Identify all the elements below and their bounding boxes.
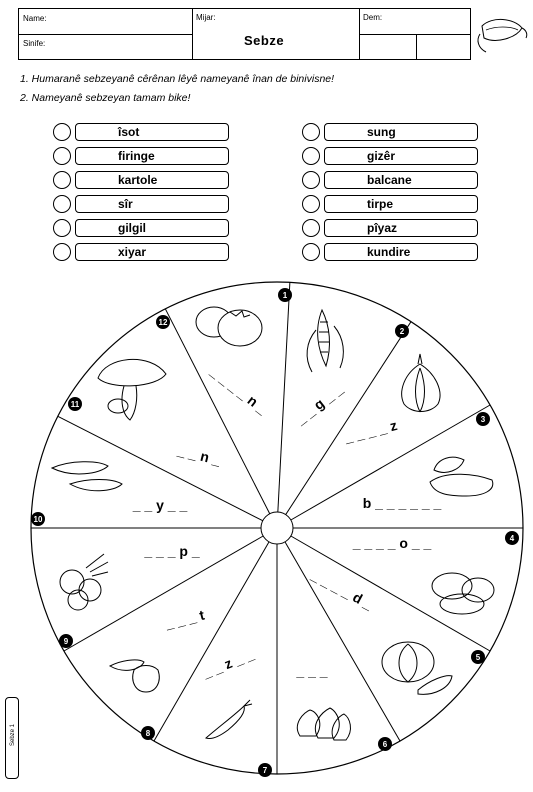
fill-in-blank[interactable]: _ _ n _ <box>176 442 223 469</box>
segment-number: 8 <box>145 729 151 738</box>
class-label: Sinife: <box>23 39 46 48</box>
word-box: pîyaz <box>324 219 478 237</box>
fill-in-blank[interactable]: _ _ _ t <box>163 606 206 632</box>
word-box: îsot <box>75 123 229 141</box>
word-box: firinge <box>75 147 229 165</box>
side-label-text: Sebze 1 <box>10 723 16 747</box>
segment-number: 9 <box>63 637 69 646</box>
cucumber-illustration <box>52 462 122 491</box>
segment-number: 11 <box>70 400 80 409</box>
fill-in-blank[interactable]: _ _ _ _ z <box>342 416 399 446</box>
age-label: Mijar: <box>196 13 216 22</box>
instruction-2: 2. Nameyanê sebzeyan tamam bike! <box>20 92 191 104</box>
wheel-spoke <box>285 542 400 741</box>
word-box: gizêr <box>324 147 478 165</box>
word-box: gilgil <box>75 219 229 237</box>
fill-in-blank[interactable]: _ _ y _ _ <box>132 497 188 513</box>
word-box: sîr <box>75 195 229 213</box>
word-box: sung <box>324 123 478 141</box>
mushroom-illustration <box>98 359 166 420</box>
tomato-illustration <box>196 307 262 346</box>
word-box: tirpe <box>324 195 478 213</box>
instruction-1: 1. Humaranê sebzeyanê cêrênan lêyê nameyanê înan de binivisne! <box>20 73 335 85</box>
segment-number: 1 <box>282 291 288 300</box>
potato-illustration <box>432 573 494 614</box>
wheel-hub <box>261 512 293 544</box>
fill-in-blank[interactable]: _ _ _ p _ <box>144 543 200 559</box>
fill-in-blank[interactable]: _ _ _ _ o _ _ <box>352 535 432 551</box>
pumpkin-illustration <box>382 642 452 694</box>
eggplant-illustration <box>430 457 493 496</box>
segment-number: 4 <box>509 534 515 543</box>
segment-number: 7 <box>262 766 268 775</box>
word-box: kundire <box>324 243 478 261</box>
turnip-illustration <box>60 554 108 610</box>
wheel-spoke <box>278 282 290 512</box>
wheel-spoke <box>154 542 269 741</box>
page-title: Sebze <box>244 33 285 48</box>
fill-in-blank[interactable]: _ _ _ <box>296 663 328 679</box>
fill-in-blank[interactable]: _ _ _ _ n _ <box>207 363 271 417</box>
onion-illustration <box>402 354 440 412</box>
word-box: xiyar <box>75 243 229 261</box>
fill-in-blank[interactable]: _ _ z _ _ <box>200 645 257 681</box>
carrot-illustration <box>206 700 252 739</box>
fill-in-blank[interactable]: b _ _ _ _ _ _ <box>362 495 442 511</box>
pepper-pair-illustration <box>110 660 159 692</box>
word-box: balcane <box>324 171 478 189</box>
name-label: Name: <box>23 14 47 23</box>
wheel-spoke <box>291 536 490 651</box>
fill-in-blank[interactable]: _ _ _ _ d _ <box>309 566 376 613</box>
side-label <box>5 697 19 779</box>
segment-number: 12 <box>158 318 168 327</box>
segment-number: 10 <box>33 515 43 524</box>
word-box: kartole <box>75 171 229 189</box>
segment-number: 2 <box>399 327 405 336</box>
segment-number: 6 <box>382 740 388 749</box>
corn-illustration <box>307 310 343 372</box>
date-label: Dem: <box>363 13 383 22</box>
fill-in-blank[interactable]: _ _ g _ _ <box>292 380 346 428</box>
segment-number: 5 <box>475 653 481 662</box>
segment-number: 3 <box>480 415 486 424</box>
garlic-illustration <box>297 708 350 740</box>
